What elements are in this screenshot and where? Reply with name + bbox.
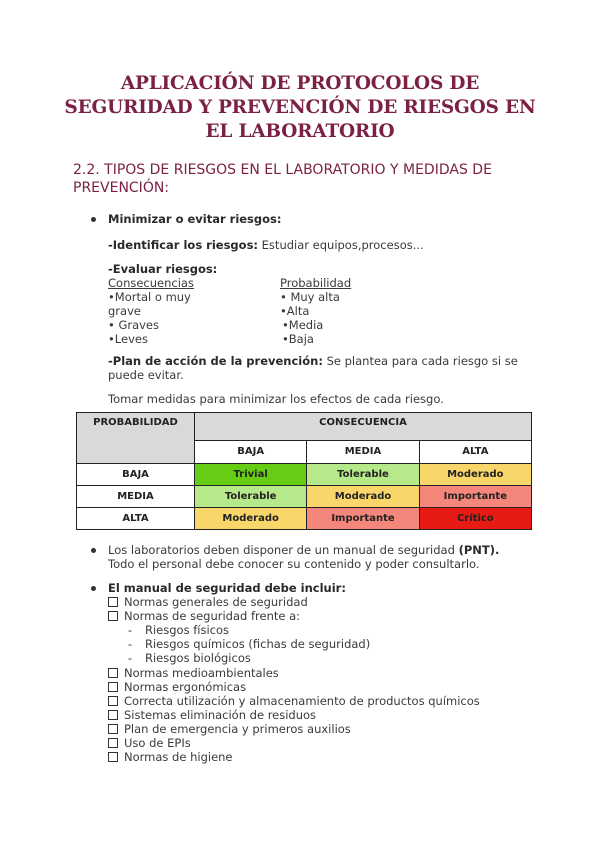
risk-cell-importante: Importante	[307, 508, 419, 530]
col-header-cell: MEDIA	[307, 440, 419, 463]
evaluate-label: -Evaluar riesgos:	[108, 262, 218, 276]
manual-line-1	[108, 543, 499, 557]
sub-list-item: Riesgos físicos	[145, 623, 230, 637]
dash-icon: -	[128, 651, 133, 665]
consequence-item: •Leves	[108, 332, 148, 346]
risk-matrix-table	[76, 412, 532, 530]
list-item	[108, 694, 480, 708]
list-item	[108, 595, 308, 609]
col-header-cell: ALTA	[419, 440, 531, 463]
page-title	[60, 72, 540, 144]
consequence-header-cell: CONSECUENCIA	[195, 413, 532, 441]
list-item-label: Normas de seguridad frente a:	[124, 609, 301, 623]
plan-line-2: puede evitar.	[108, 368, 184, 382]
risk-cell-tolerable: Tolerable	[307, 464, 419, 486]
section-heading	[73, 161, 543, 197]
identify-text: Estudiar equipos,procesos...	[258, 238, 424, 252]
risk-cell-moderado: Moderado	[419, 464, 531, 486]
risk-cell-critico: Crítico	[419, 508, 531, 530]
checkbox-icon	[108, 597, 118, 607]
manual-text: Los laboratorios deben disponer de un manual de seguridad	[108, 543, 459, 557]
list-item-label: Normas de higiene	[124, 750, 233, 764]
measures-text: Tomar medidas para minimizar los efectos de cada riesgo.	[108, 392, 444, 406]
list-item-label: Plan de emergencia y primeros auxilios	[124, 722, 351, 736]
list-item-label: Normas ergonómicas	[124, 680, 247, 694]
dash-icon: -	[128, 637, 133, 651]
list-item	[108, 750, 233, 764]
consequences-header: Consecuencias	[108, 276, 194, 290]
checkbox-icon	[108, 668, 118, 678]
list-item	[108, 722, 351, 736]
title-line-3: EL LABORATORIO	[205, 121, 395, 142]
section-line-2: PREVENCIÓN:	[73, 180, 170, 196]
risk-cell-trivial: Trivial	[195, 464, 307, 486]
plan-line-1	[108, 354, 518, 368]
identify-risks	[108, 238, 424, 252]
checkbox-icon	[108, 752, 118, 762]
bullet-icon	[91, 586, 96, 591]
checkbox-icon	[108, 724, 118, 734]
bullet-icon	[91, 548, 96, 553]
list-item-label: Normas generales de seguridad	[124, 595, 308, 609]
checkbox-icon	[108, 696, 118, 706]
col-header-cell: BAJA	[195, 440, 307, 463]
list-item-label: Normas medioambientales	[124, 666, 279, 680]
row-label-cell: ALTA	[77, 508, 195, 530]
manual-includes-heading: El manual de seguridad debe incluir:	[108, 581, 346, 595]
checkbox-icon	[108, 738, 118, 748]
bullet-icon	[91, 217, 96, 222]
identify-label: -Identificar los riesgos:	[108, 238, 259, 252]
pnt-label: (PNT).	[458, 543, 500, 557]
checkbox-icon	[108, 682, 118, 692]
consequence-item: grave	[108, 304, 141, 318]
probability-item: • Muy alta	[280, 290, 340, 304]
list-item	[108, 680, 246, 694]
risk-cell-tolerable: Tolerable	[195, 486, 307, 508]
list-item-label: Correcta utilización y almacenamiento de productos químicos	[124, 694, 480, 708]
probability-header: Probabilidad	[280, 276, 352, 290]
section-line-1: 2.2. TIPOS DE RIESGOS EN EL LABORATORIO Y MEDIDAS DE	[73, 162, 492, 178]
plan-text: Se plantea para cada riesgo si se	[322, 354, 518, 368]
dash-icon: -	[128, 623, 133, 637]
row-label-cell: BAJA	[77, 464, 195, 486]
probability-header-cell: PROBABILIDAD	[77, 413, 195, 464]
plan-label: -Plan de acción de la prevención:	[108, 354, 323, 368]
list-item	[108, 609, 300, 623]
checkbox-icon	[108, 710, 118, 720]
row-label-cell: MEDIA	[77, 486, 195, 508]
sub-list-item: Riesgos biológicos	[145, 651, 251, 665]
list-item-label: Uso de EPIs	[124, 736, 191, 750]
consequence-item: •Mortal o muy	[108, 290, 191, 304]
minimize-heading: Minimizar o evitar riesgos:	[108, 212, 282, 226]
list-item	[108, 708, 316, 722]
title-line-2: SEGURIDAD Y PREVENCIÓN DE RIESGOS EN	[64, 97, 536, 118]
consequence-item: • Graves	[108, 318, 159, 332]
risk-cell-moderado: Moderado	[307, 486, 419, 508]
risk-cell-moderado: Moderado	[195, 508, 307, 530]
list-item	[108, 736, 191, 750]
list-item-label: Sistemas eliminación de residuos	[124, 708, 317, 722]
manual-line-2: Todo el personal debe conocer su contenido y poder consultarlo.	[108, 557, 480, 571]
probability-item: •Baja	[282, 332, 314, 346]
checkbox-icon	[108, 611, 118, 621]
list-item	[108, 666, 279, 680]
title-line-1: APLICACIÓN DE PROTOCOLOS DE	[120, 73, 480, 94]
probability-item: •Media	[282, 318, 324, 332]
risk-cell-importante: Importante	[419, 486, 531, 508]
sub-list-item: Riesgos químicos (fichas de seguridad)	[145, 637, 371, 651]
probability-item: •Alta	[280, 304, 310, 318]
